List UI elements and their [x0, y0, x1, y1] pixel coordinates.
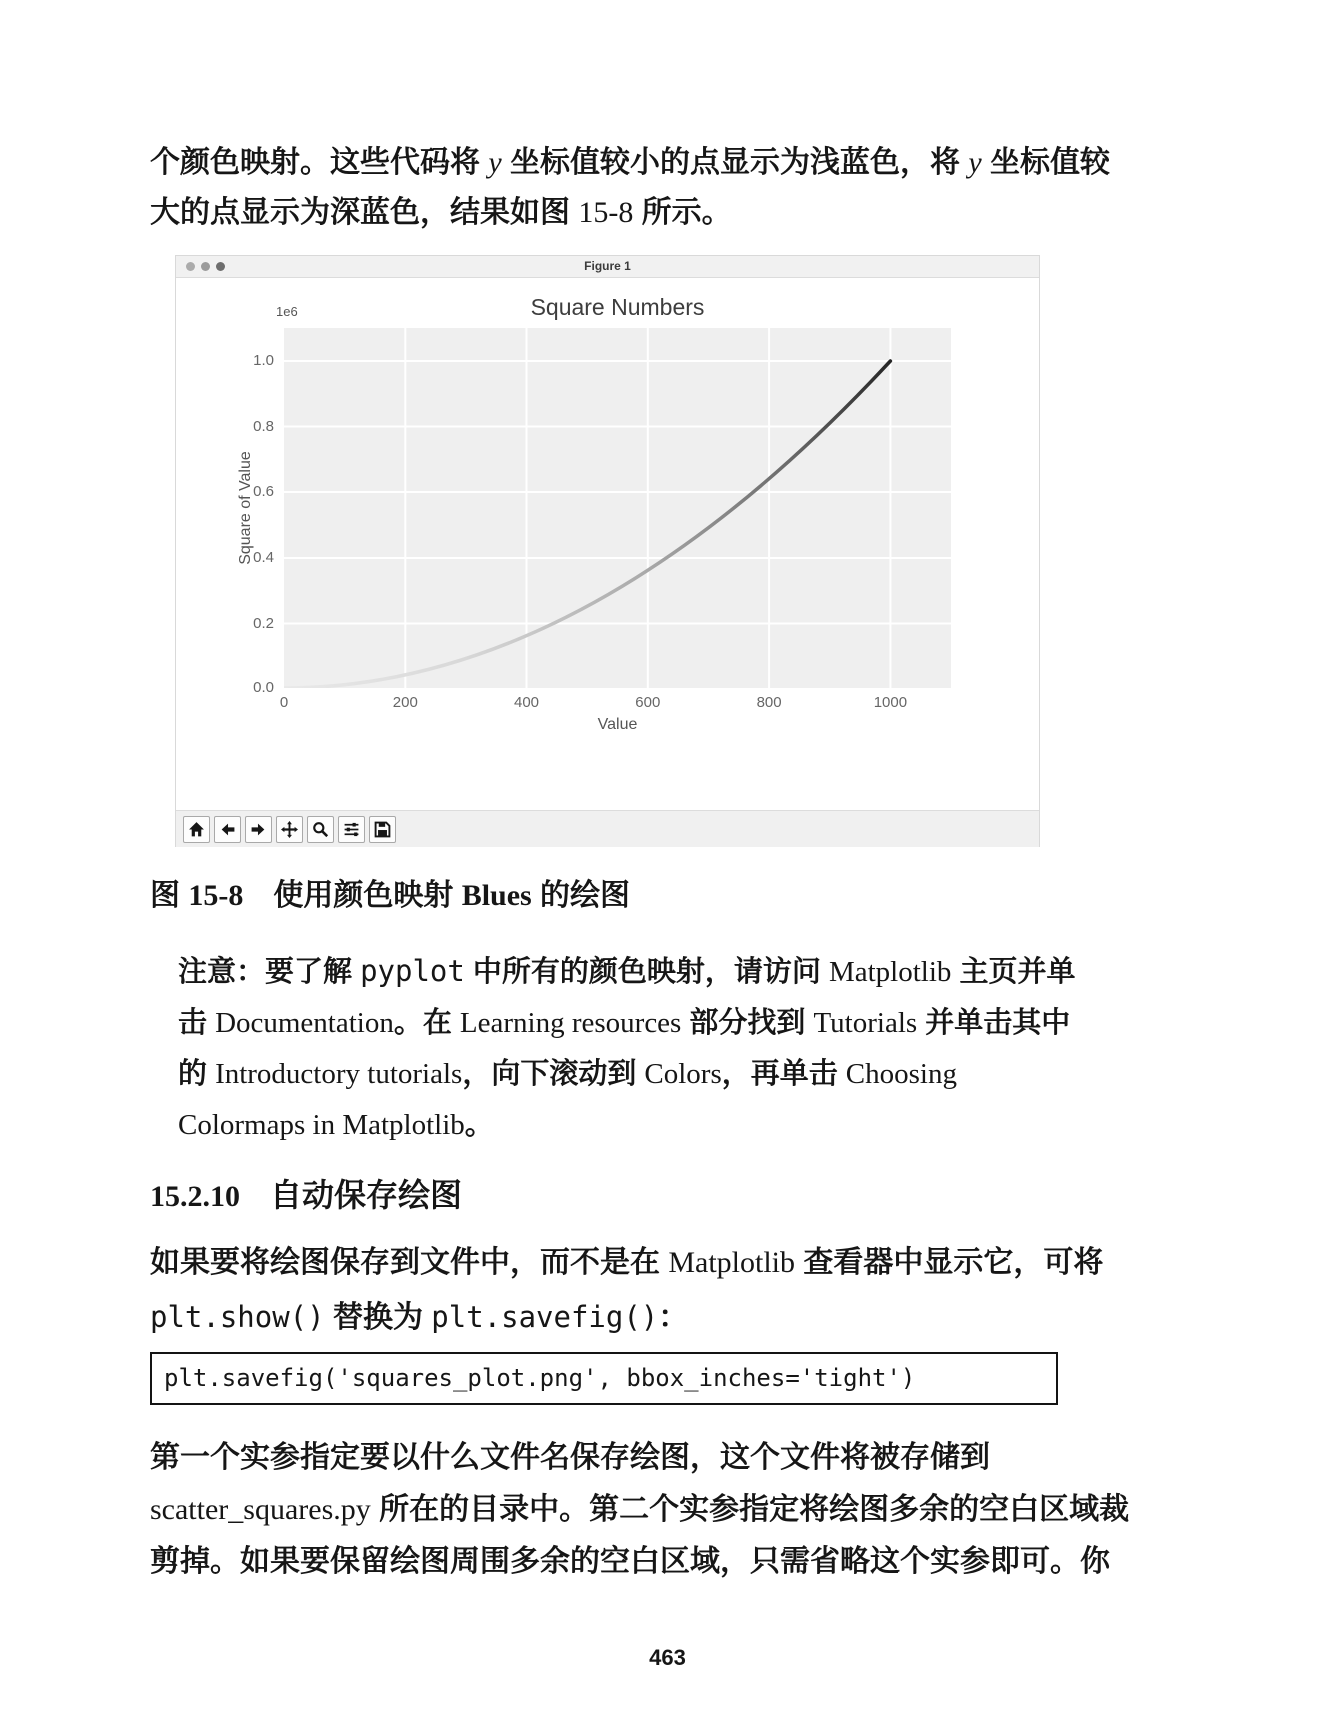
note-line-1: 注意：要了解 pyplot 中所有的颜色映射，请访问 Matplotlib 主页并单	[178, 954, 1076, 988]
y-tick: 0.8	[253, 417, 274, 435]
save-floppy-icon	[374, 821, 391, 838]
forward-button[interactable]	[245, 816, 272, 843]
back-button[interactable]	[214, 816, 241, 843]
window-title: Figure 1	[584, 259, 631, 273]
plot-area	[284, 328, 951, 688]
scatter-curve-svg	[284, 328, 951, 688]
y-axis-offset-text: 1e6	[276, 304, 298, 319]
savefig-paragraph	[150, 1236, 1103, 1345]
gridlines	[284, 328, 951, 688]
y-tick: 0.2	[253, 614, 274, 632]
figure-canvas	[176, 278, 1039, 810]
closing-line-3: 剪掉。如果要保留绘图周围多余的空白区域，只需省略这个实参即可。你	[150, 1545, 1110, 1578]
figure-caption: 图 15-8 使用颜色映射 Blues 的绘图	[150, 879, 631, 912]
code-block	[150, 1352, 1058, 1405]
magnifier-icon	[312, 821, 329, 838]
pan-move-icon	[281, 821, 298, 838]
y-tick: 0.4	[253, 549, 274, 566]
intro-line-1: 个颜色映射。这些代码将 y 坐标值较小的点显示为浅蓝色，将 y 坐标值较	[150, 146, 1111, 179]
y-tick: 0.0	[253, 679, 274, 696]
note-line-2: 击 Documentation。在 Learning resources 部分找到 Tutorials 并单击其中	[178, 1007, 1071, 1039]
savefig-line-2: plt.show() 替换为 plt.savefig()：	[150, 1300, 689, 1334]
note-paragraph	[178, 946, 1075, 1151]
y-axis-label: Square of Value	[237, 451, 254, 565]
closing-paragraph	[150, 1432, 1129, 1588]
closing-line-2: scatter_squares.py 所在的目录中。第二个实参指定将绘图多余的空白区域裁	[150, 1493, 1130, 1526]
intro-line-2: 大的点显示为深蓝色，结果如图 15-8 所示。	[150, 196, 732, 229]
x-axis-label: Value	[597, 716, 638, 733]
matplotlib-figure-window	[175, 255, 1040, 847]
code-text: plt.savefig('squares_plot.png', bbox_inches='tight')	[164, 1364, 916, 1392]
note-line-3: 的 Introductory tutorials，向下滚动到 Colors，再单击 Choosing	[178, 1058, 957, 1090]
y-tick: 0.6	[253, 483, 274, 500]
x-tick: 800	[756, 694, 782, 711]
x-tick: 0	[279, 694, 289, 711]
back-arrow-icon	[219, 821, 236, 838]
closing-line-1: 第一个实参指定要以什么文件名保存绘图，这个文件将被存储到	[150, 1441, 990, 1474]
chart-title: Square Numbers	[530, 294, 705, 320]
pan-button[interactable]	[276, 816, 303, 843]
matplotlib-toolbar	[176, 810, 1039, 847]
x-tick: 200	[392, 694, 418, 711]
section-title: 自动保存绘图	[270, 1177, 463, 1213]
page-number: 463	[649, 1645, 686, 1670]
y-tick: 1.0	[253, 352, 274, 369]
section-heading	[150, 1170, 462, 1216]
sliders-icon	[343, 821, 360, 838]
note-line-4: Colormaps in Matplotlib。	[178, 1109, 494, 1141]
x-tick: 400	[513, 694, 540, 711]
x-tick: 600	[635, 694, 661, 711]
window-titlebar[interactable]	[176, 256, 1039, 278]
squares-data-curve	[284, 361, 890, 688]
zoom-button[interactable]	[307, 816, 334, 843]
save-button[interactable]	[369, 816, 396, 843]
configure-subplots-button[interactable]	[338, 816, 365, 843]
section-number: 15.2.10	[150, 1180, 240, 1213]
x-tick: 1000	[873, 694, 908, 711]
home-icon	[188, 821, 205, 838]
savefig-line-1: 如果要将绘图保存到文件中，而不是在 Matplotlib 查看器中显示它，可将	[150, 1246, 1104, 1279]
intro-paragraph	[150, 138, 1210, 238]
home-button[interactable]	[183, 816, 210, 843]
forward-arrow-icon	[250, 821, 267, 838]
